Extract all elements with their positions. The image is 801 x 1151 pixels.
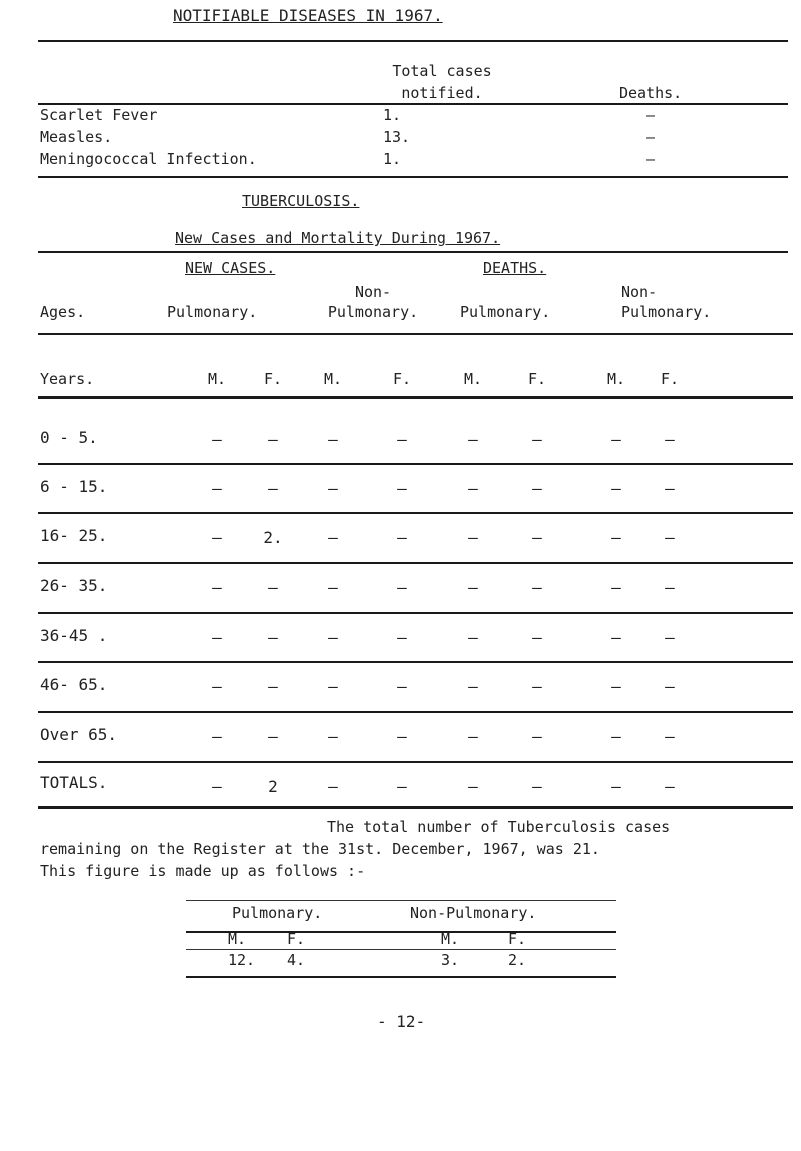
register-bottom-rule bbox=[186, 976, 616, 978]
total-cases-header-2: notified. bbox=[401, 84, 483, 102]
title-rule bbox=[38, 40, 788, 42]
disease-total: 13. bbox=[383, 128, 411, 146]
tb-cell: — bbox=[268, 677, 278, 696]
deaths-group: DEATHS. bbox=[483, 259, 547, 277]
row-rule bbox=[38, 761, 793, 763]
tb-header-rule bbox=[38, 333, 793, 335]
register-value: 2. bbox=[508, 951, 527, 969]
tb-cell: — bbox=[468, 777, 478, 796]
tb-cell: — bbox=[665, 578, 675, 597]
sex-header: M. bbox=[463, 370, 483, 388]
disease-deaths: — bbox=[646, 106, 656, 124]
register-value: 3. bbox=[441, 951, 460, 969]
tb-cell: — bbox=[328, 578, 338, 597]
tb-cell: — bbox=[532, 578, 542, 597]
tb-cell: — bbox=[532, 677, 542, 696]
row-rule bbox=[38, 562, 793, 564]
register-sex: M. bbox=[441, 930, 460, 948]
register-line-2: remaining on the Register at the 31st. December, 1967, was 21. bbox=[40, 840, 600, 858]
disease-total: 1. bbox=[383, 150, 402, 168]
register-header-rule bbox=[186, 931, 616, 933]
tb-cell: 2 bbox=[268, 777, 278, 796]
register-header-pulmonary: Pulmonary. bbox=[232, 904, 323, 922]
age-label: Over 65. bbox=[40, 725, 118, 744]
tb-cell: — bbox=[212, 430, 222, 449]
new-cases-group: NEW CASES. bbox=[185, 259, 276, 277]
col-header-non-pulmonary-deaths-2: Pulmonary. bbox=[621, 303, 712, 321]
tb-cell: — bbox=[328, 479, 338, 498]
age-label: 16- 25. bbox=[40, 526, 108, 545]
tb-cell: — bbox=[468, 479, 478, 498]
sex-header: F. bbox=[660, 370, 680, 388]
tb-cell: — bbox=[611, 430, 621, 449]
tb-cell: — bbox=[397, 479, 407, 498]
tb-cell: — bbox=[328, 628, 338, 647]
tb-cell: — bbox=[328, 727, 338, 746]
page-number: - 12- bbox=[377, 1012, 426, 1031]
tb-cell: — bbox=[212, 479, 222, 498]
register-value: 4. bbox=[287, 951, 306, 969]
tb-cell: — bbox=[665, 430, 675, 449]
col-header-pulmonary: Pulmonary. bbox=[167, 303, 258, 321]
tb-cell: — bbox=[328, 677, 338, 696]
sex-header: M. bbox=[207, 370, 227, 388]
tb-cell: — bbox=[468, 727, 478, 746]
tb-cell: — bbox=[532, 479, 542, 498]
tb-cell: — bbox=[532, 777, 542, 796]
disease-name: Measles. bbox=[40, 128, 113, 146]
tb-cell: — bbox=[468, 528, 478, 547]
tb-cell: — bbox=[532, 727, 542, 746]
disease-name: Meningococcal Infection. bbox=[40, 150, 257, 168]
register-line-1: The total number of Tuberculosis cases bbox=[327, 818, 671, 836]
row-rule bbox=[38, 612, 793, 614]
tb-cell: — bbox=[268, 479, 278, 498]
totals-label: TOTALS. bbox=[40, 773, 108, 792]
register-header-non-pulmonary: Non-Pulmonary. bbox=[410, 904, 537, 922]
notifiable-header-rule bbox=[38, 103, 788, 105]
sex-row-rule bbox=[38, 396, 793, 399]
tb-cell: — bbox=[665, 628, 675, 647]
notifiable-bottom-rule bbox=[38, 176, 788, 178]
sex-header: M. bbox=[606, 370, 626, 388]
age-label: 6 - 15. bbox=[40, 477, 108, 496]
tb-cell: — bbox=[611, 479, 621, 498]
tb-cell: — bbox=[397, 727, 407, 746]
tb-cell: — bbox=[665, 479, 675, 498]
tb-cell: — bbox=[532, 528, 542, 547]
tb-cell: — bbox=[665, 528, 675, 547]
tb-heading: TUBERCULOSIS. bbox=[242, 192, 360, 210]
sex-header: F. bbox=[263, 370, 283, 388]
register-line-3: This figure is made up as follows :- bbox=[40, 862, 366, 880]
register-value: 12. bbox=[228, 951, 256, 969]
tb-cell: — bbox=[611, 528, 621, 547]
tb-cell: — bbox=[328, 528, 338, 547]
tb-cell: — bbox=[268, 430, 278, 449]
sex-header: F. bbox=[527, 370, 547, 388]
register-table-top-rule bbox=[186, 900, 616, 901]
tb-cell: — bbox=[397, 777, 407, 796]
tb-cell: — bbox=[397, 677, 407, 696]
col-header-pulmonary-deaths: Pulmonary. bbox=[460, 303, 551, 321]
tb-cell: — bbox=[268, 727, 278, 746]
tb-cell: — bbox=[468, 677, 478, 696]
tb-cell: — bbox=[212, 677, 222, 696]
age-label: 26- 35. bbox=[40, 576, 108, 595]
tb-cell: — bbox=[468, 430, 478, 449]
tb-cell: — bbox=[212, 528, 222, 547]
sex-header: M. bbox=[323, 370, 343, 388]
tb-cell: — bbox=[397, 528, 407, 547]
tb-cell: — bbox=[397, 578, 407, 597]
register-sex: M. bbox=[228, 930, 247, 948]
tb-cell: — bbox=[665, 777, 675, 796]
tb-cell: — bbox=[611, 777, 621, 796]
tb-cell: — bbox=[268, 578, 278, 597]
tb-cell: 2. bbox=[263, 528, 283, 547]
row-rule bbox=[38, 661, 793, 663]
tb-cell: — bbox=[611, 677, 621, 696]
tb-cell: — bbox=[268, 628, 278, 647]
disease-deaths: — bbox=[646, 128, 656, 146]
tb-cell: — bbox=[328, 430, 338, 449]
row-rule bbox=[38, 806, 793, 809]
col-header-ages: Ages. bbox=[40, 303, 86, 321]
age-label: 46- 65. bbox=[40, 675, 108, 694]
tb-cell: — bbox=[212, 777, 222, 796]
sex-header: F. bbox=[392, 370, 412, 388]
tb-cell: — bbox=[468, 628, 478, 647]
col-header-non-pulmonary: Non- bbox=[354, 283, 392, 301]
tb-cell: — bbox=[611, 628, 621, 647]
tb-cell: — bbox=[212, 727, 222, 746]
total-cases-header: Total cases bbox=[392, 62, 492, 80]
tb-cell: — bbox=[468, 578, 478, 597]
row-rule bbox=[38, 463, 793, 465]
row-rule bbox=[38, 512, 793, 514]
register-sex: F. bbox=[508, 930, 527, 948]
age-label: 36-45 . bbox=[40, 626, 108, 645]
disease-name: Scarlet Fever bbox=[40, 106, 158, 124]
tb-cell: — bbox=[532, 628, 542, 647]
tb-top-rule bbox=[38, 251, 788, 253]
tb-cell: — bbox=[665, 677, 675, 696]
page-title: NOTIFIABLE DISEASES IN 1967. bbox=[173, 6, 443, 25]
tb-cell: — bbox=[532, 430, 542, 449]
tb-cell: — bbox=[328, 777, 338, 796]
tb-cell: — bbox=[611, 578, 621, 597]
tb-cell: — bbox=[212, 578, 222, 597]
tb-cell: — bbox=[611, 727, 621, 746]
col-header-non-pulmonary-deaths: Non- bbox=[621, 283, 658, 301]
tb-cell: — bbox=[397, 430, 407, 449]
years-label: Years. bbox=[40, 370, 95, 388]
col-header-non-pulmonary-2: Pulmonary. bbox=[327, 303, 419, 321]
tb-cell: — bbox=[212, 628, 222, 647]
tb-cell: — bbox=[397, 628, 407, 647]
register-sex-rule bbox=[186, 949, 616, 950]
tb-subheading: New Cases and Mortality During 1967. bbox=[175, 229, 501, 247]
disease-deaths: — bbox=[646, 150, 656, 168]
register-sex: F. bbox=[287, 930, 306, 948]
row-rule bbox=[38, 711, 793, 713]
age-label: 0 - 5. bbox=[40, 428, 98, 447]
disease-total: 1. bbox=[383, 106, 402, 124]
tb-cell: — bbox=[665, 727, 675, 746]
deaths-header: Deaths. bbox=[619, 84, 683, 102]
